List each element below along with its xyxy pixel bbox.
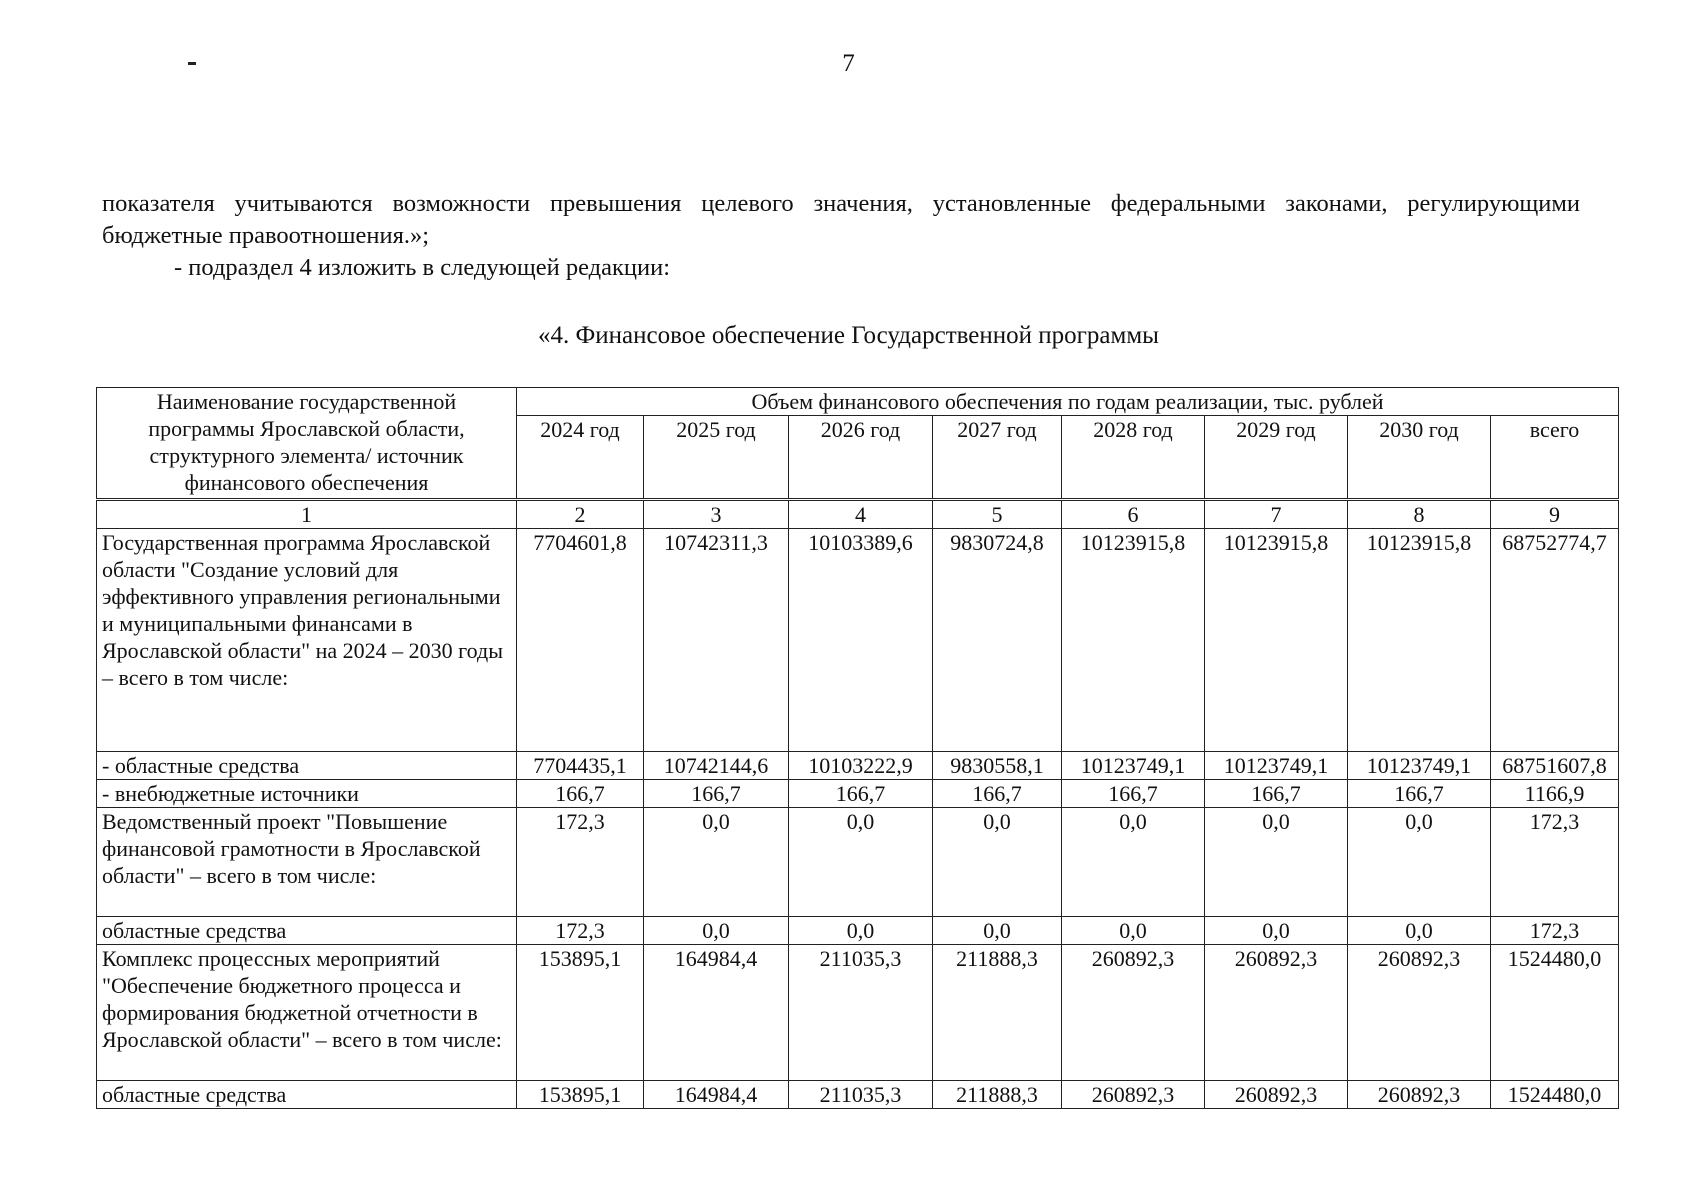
value-cell: 10123915,8 [1348,529,1491,752]
value-cell: 164984,4 [644,1081,789,1109]
value-cell: 10742144,6 [644,752,789,780]
value-cell: 260892,3 [1205,945,1348,1081]
column-index: 2 [517,500,644,529]
value-cell: 260892,3 [1062,1081,1205,1109]
total-cell: 172,3 [1491,808,1619,917]
table-row [97,1081,1619,1109]
table-row [97,917,1619,945]
total-cell: 1524480,0 [1491,945,1619,1081]
value-cell: 166,7 [1062,780,1205,808]
column-index: 7 [1205,500,1348,529]
value-cell: 166,7 [1205,780,1348,808]
column-index: 9 [1491,500,1619,529]
total-header: всего [1491,416,1619,500]
value-cell: 0,0 [1062,808,1205,917]
section-title: «4. Финансовое обеспечение Государственной программы [538,322,1159,349]
financing-table [96,387,1619,1109]
value-cell: 166,7 [1348,780,1491,808]
year-header-2024: 2024 год [517,416,644,500]
column-index: 1 [97,500,517,529]
column-index: 4 [789,500,933,529]
table-row [97,945,1619,1081]
value-cell: 164984,4 [644,945,789,1081]
value-cell: 211888,3 [933,1081,1062,1109]
value-cell: 260892,3 [1062,945,1205,1081]
total-cell: 1166,9 [1491,780,1619,808]
value-cell: 10742311,3 [644,529,789,752]
row-name: Комплекс процессных мероприятий "Обеспечение бюджетного процесса и формирования бюджетной отчетности в Ярославской области" – всего в том числе: [97,945,517,1081]
value-cell: 0,0 [1205,808,1348,917]
value-cell: 172,3 [517,917,644,945]
value-cell: 10123749,1 [1348,752,1491,780]
value-cell: 260892,3 [1205,1081,1348,1109]
column-index-row [97,500,1619,529]
table-row [97,529,1619,752]
value-cell: 211035,3 [789,945,933,1081]
body-text [102,188,1580,284]
column-index: 8 [1348,500,1491,529]
name-column-header: Наименование государственной программы Ярославской области, структурного элемента/ источник финансового обеспечения [97,388,517,500]
value-cell: 0,0 [933,808,1062,917]
year-header-2030: 2030 год [1348,416,1491,500]
value-cell: 166,7 [789,780,933,808]
year-header-2029: 2029 год [1205,416,1348,500]
paragraph-continuation: показателя учитываются возможности превышения целевого значения, установленные федеральными законами, регулирующими бюджетные правоотношения.»; [102,190,1580,249]
value-cell: 9830724,8 [933,529,1062,752]
value-cell: 172,3 [517,808,644,917]
year-header-2027: 2027 год [933,416,1062,500]
value-cell: 0,0 [1062,917,1205,945]
table-row [97,808,1619,917]
header-row-1 [97,388,1619,416]
volume-header: Объем финансового обеспечения по годам реализации, тыс. рублей [517,388,1619,416]
table-row [97,752,1619,780]
value-cell: 10103222,9 [789,752,933,780]
value-cell: 0,0 [1205,917,1348,945]
column-index: 3 [644,500,789,529]
value-cell: 166,7 [933,780,1062,808]
value-cell: 211888,3 [933,945,1062,1081]
table-row [97,780,1619,808]
year-header-2028: 2028 год [1062,416,1205,500]
total-cell: 1524480,0 [1491,1081,1619,1109]
value-cell: 153895,1 [517,945,644,1081]
column-index: 6 [1062,500,1205,529]
value-cell: 153895,1 [517,1081,644,1109]
value-cell: 166,7 [517,780,644,808]
value-cell: 10123749,1 [1062,752,1205,780]
value-cell: 0,0 [644,917,789,945]
value-cell: 7704435,1 [517,752,644,780]
value-cell: 166,7 [644,780,789,808]
row-name: Государственная программа Ярославской области "Создание условий для эффективного управления региональными и муниципальными финансами в Ярославской области" на 2024 – 2030 годы – всего в том числе: [97,529,517,752]
column-index: 5 [933,500,1062,529]
value-cell: 0,0 [933,917,1062,945]
value-cell: 7704601,8 [517,529,644,752]
total-cell: 68751607,8 [1491,752,1619,780]
value-cell: 0,0 [644,808,789,917]
value-cell: 10123749,1 [1205,752,1348,780]
value-cell: 10123915,8 [1205,529,1348,752]
value-cell: 10103389,6 [789,529,933,752]
value-cell: 211035,3 [789,1081,933,1109]
value-cell: 0,0 [1348,917,1491,945]
value-cell: 0,0 [789,917,933,945]
row-name: областные средства [97,1081,517,1109]
page-number: 7 [842,50,855,77]
value-cell: 260892,3 [1348,1081,1491,1109]
total-cell: 172,3 [1491,917,1619,945]
year-header-2025: 2025 год [644,416,789,500]
value-cell: 0,0 [1348,808,1491,917]
stray-mark [188,62,196,65]
total-cell: 68752774,7 [1491,529,1619,752]
row-name: Ведомственный проект "Повышение финансовой грамотности в Ярославской области" – всего в том числе: [97,808,517,917]
value-cell: 10123915,8 [1062,529,1205,752]
value-cell: 0,0 [789,808,933,917]
value-cell: 9830558,1 [933,752,1062,780]
row-name: - внебюджетные источники [97,780,517,808]
row-name: областные средства [97,917,517,945]
paragraph-instruction: - подраздел 4 изложить в следующей редакции: [174,254,671,281]
row-name: - областные средства [97,752,517,780]
value-cell: 260892,3 [1348,945,1491,1081]
year-header-2026: 2026 год [789,416,933,500]
